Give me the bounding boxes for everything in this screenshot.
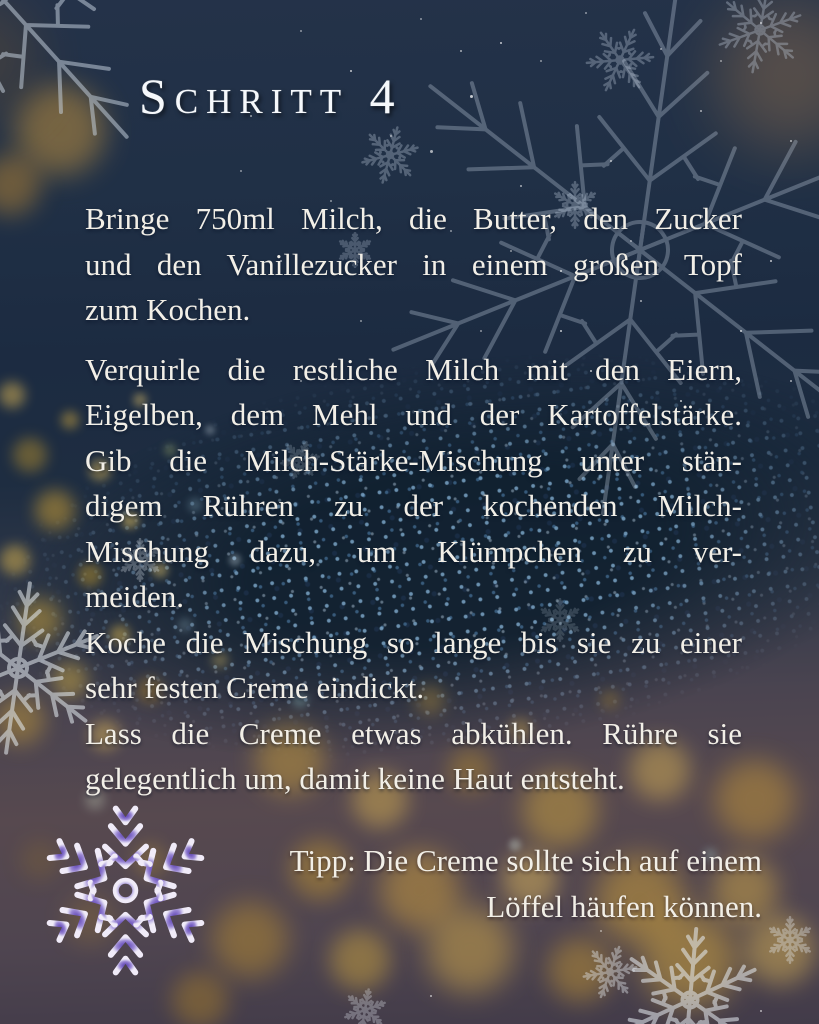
instruction-line: Gib die Milch-Stärke-Mischung unter stän-: [85, 442, 742, 478]
snow-dot: [700, 110, 702, 112]
tip-line: Löffel häufen können.: [486, 889, 762, 924]
snow-dot: [240, 170, 242, 172]
snow-dot: [760, 22, 762, 24]
instruction-line: und den Vanillezucker in einem großen Topf: [85, 246, 742, 282]
snow-dot: [660, 48, 662, 50]
instruction-line: Koche die Mischung so lange bis sie zu einer: [85, 624, 742, 660]
snow-dot: [720, 60, 722, 62]
snow-dot: [300, 30, 302, 32]
snow-dot: [760, 1010, 762, 1012]
snow-dot: [460, 50, 462, 52]
snow-dot: [470, 95, 473, 98]
snow-dot: [430, 150, 433, 153]
instruction-paragraph: [85, 196, 742, 333]
snow-dot: [585, 12, 587, 14]
snow-dot: [790, 380, 792, 382]
snow-dot: [790, 140, 792, 142]
instruction-line: digem Rühren zu der kochenden Milch-: [85, 488, 742, 523]
instructions: [85, 196, 742, 802]
instruction-line: Eigelben, dem Mehl und der Kartoffelstärke.: [85, 397, 742, 432]
snow-dot: [770, 260, 772, 262]
instruction-line: meiden.: [85, 579, 184, 614]
step-title: Schritt 4: [139, 68, 403, 124]
tip-text: [202, 838, 762, 930]
instruction-line: zum Kochen.: [85, 292, 251, 327]
tip-line: Tipp: Die Creme sollte sich auf einem: [289, 843, 762, 878]
instruction-paragraph: [85, 347, 742, 802]
snow-dot: [430, 995, 432, 997]
snow-dot: [610, 160, 612, 162]
instruction-line: Bringe 750ml Milch, die Butter, den Zucker: [85, 201, 742, 236]
snow-dot: [390, 135, 392, 137]
instruction-line: sehr festen Creme eindickt.: [85, 670, 425, 705]
instruction-line: Mischung dazu, um Klümpchen zu ver-: [85, 533, 742, 569]
snow-dot: [600, 930, 602, 932]
snow-dot: [500, 42, 502, 44]
snow-dot: [420, 18, 422, 20]
instruction-line: gelegentlich um, damit keine Haut entsteht.: [85, 761, 625, 796]
snow-dot: [540, 60, 542, 62]
snow-dot: [520, 185, 522, 187]
instruction-line: Lass die Creme etwas abkühlen. Rühre sie: [85, 715, 742, 751]
instruction-line: Verquirle die restliche Milch mit den Eiern,: [85, 351, 742, 387]
